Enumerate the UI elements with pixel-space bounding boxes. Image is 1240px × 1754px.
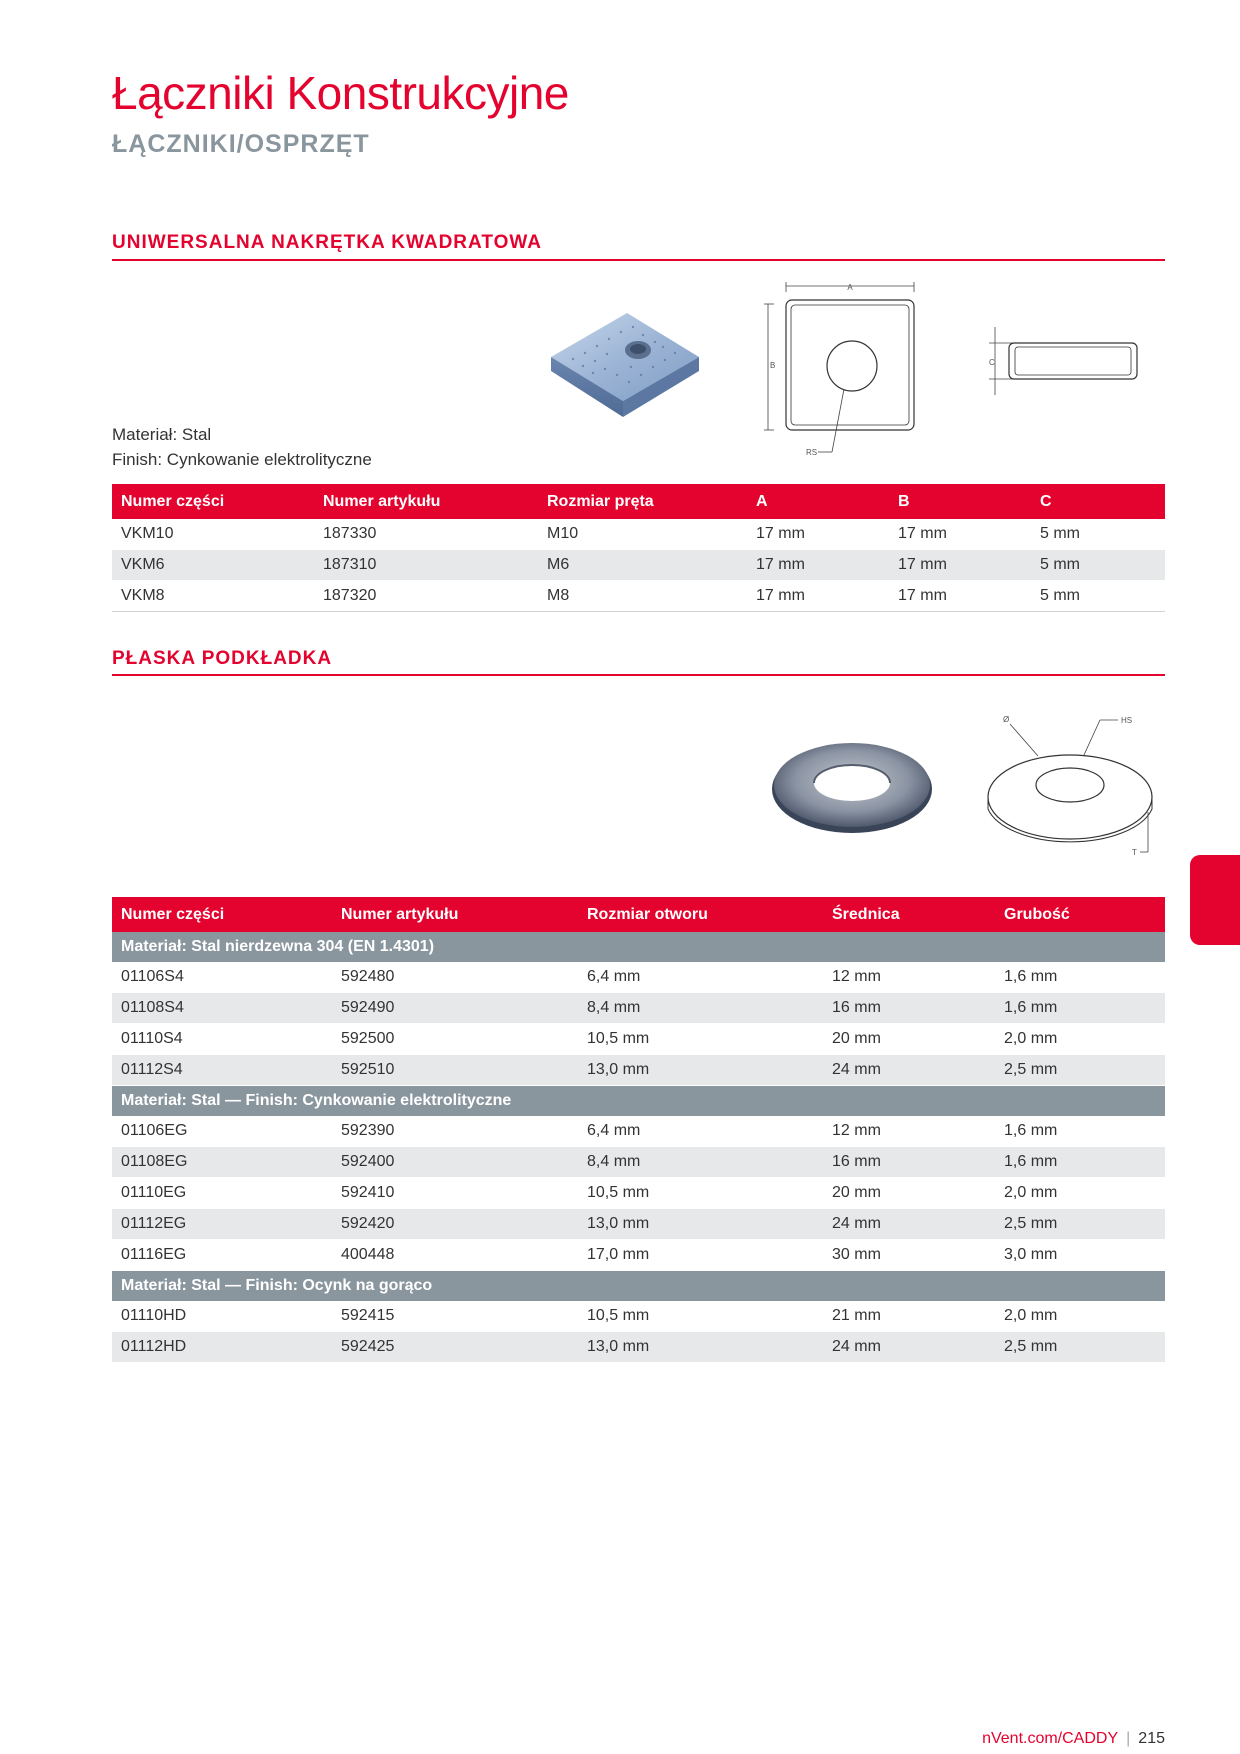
table-row (112, 581, 1165, 612)
column-header: Rozmiar otworu (578, 897, 823, 932)
column-header: Numer artykułu (332, 897, 578, 932)
dim-label-diameter: Ø (1003, 715, 1010, 724)
table-cell: 17,0 mm (578, 1240, 823, 1271)
table-cell: 01108S4 (112, 993, 332, 1024)
table-cell: 592490 (332, 993, 578, 1024)
table-cell: 6,4 mm (578, 962, 823, 993)
page-subtitle: ŁĄCZNIKI/OSPRZĘT (112, 130, 370, 158)
table-row (112, 1116, 1165, 1147)
table-cell: 592480 (332, 962, 578, 993)
table-cell: 187310 (314, 550, 538, 581)
group-label: Materiał: Stal — Finish: Ocynk na gorąco (112, 1271, 1165, 1302)
table-cell: 10,5 mm (578, 1024, 823, 1055)
group-label: Materiał: Stal nierdzewna 304 (EN 1.4301) (112, 932, 1165, 962)
table-cell: 2,5 mm (995, 1209, 1165, 1240)
table-cell: 01112HD (112, 1332, 332, 1363)
table-row (112, 962, 1165, 993)
table-row (112, 1147, 1165, 1178)
table-cell: 17 mm (889, 519, 1031, 550)
material-label: Materiał: Stal (112, 425, 212, 444)
table-cell: 30 mm (823, 1240, 995, 1271)
table-cell: 12 mm (823, 1116, 995, 1147)
table-cell: M10 (538, 519, 747, 550)
column-header: Numer części (112, 484, 314, 519)
section-title-square-nut: UNIWERSALNA NAKRĘTKA KWADRATOWA (112, 232, 542, 253)
table-cell: 8,4 mm (578, 1147, 823, 1178)
footer-separator: | (1126, 1730, 1131, 1747)
table-cell: 01112S4 (112, 1055, 332, 1086)
table-cell: 16 mm (823, 1147, 995, 1178)
footer-brand-link[interactable]: nVent.com/CADDY (982, 1730, 1119, 1747)
column-header: Średnica (823, 897, 995, 932)
table-cell: 592420 (332, 1209, 578, 1240)
square-nut-table (112, 484, 1165, 612)
table-cell: 1,6 mm (995, 1116, 1165, 1147)
dim-label-a: A (847, 283, 853, 292)
dim-label-rs: RS (806, 448, 818, 457)
table-cell: M6 (538, 550, 747, 581)
table-cell: VKM10 (112, 519, 314, 550)
square-nut-side-drawing (985, 325, 1145, 405)
table-cell: 01116EG (112, 1240, 332, 1271)
table-cell: VKM6 (112, 550, 314, 581)
column-header: Numer części (112, 897, 332, 932)
table-cell: 13,0 mm (578, 1332, 823, 1363)
table-cell: 8,4 mm (578, 993, 823, 1024)
column-header: B (889, 484, 1031, 519)
table-cell: 01108EG (112, 1147, 332, 1178)
table-row (112, 1055, 1165, 1086)
table-cell: 01112EG (112, 1209, 332, 1240)
table-cell: 5 mm (1031, 581, 1165, 612)
column-header: Grubość (995, 897, 1165, 932)
dim-label-t: T (1132, 848, 1137, 857)
table-cell: 1,6 mm (995, 993, 1165, 1024)
table-row (112, 1024, 1165, 1055)
table-cell: 20 mm (823, 1178, 995, 1209)
table-cell: 187320 (314, 581, 538, 612)
table-cell: 17 mm (747, 550, 889, 581)
table-group-row (112, 1271, 1165, 1302)
table-header-row (112, 484, 1165, 519)
table-cell: 17 mm (889, 581, 1031, 612)
group-label: Materiał: Stal — Finish: Cynkowanie elektrolityczne (112, 1086, 1165, 1117)
column-header: Rozmiar pręta (538, 484, 747, 519)
table-group-row (112, 932, 1165, 962)
table-cell: 2,0 mm (995, 1301, 1165, 1332)
table-cell: 592410 (332, 1178, 578, 1209)
table-cell: 13,0 mm (578, 1209, 823, 1240)
table-cell: 592425 (332, 1332, 578, 1363)
table-cell: 01106S4 (112, 962, 332, 993)
table-cell: 592390 (332, 1116, 578, 1147)
table-cell: 400448 (332, 1240, 578, 1271)
flat-washer-photo (768, 735, 938, 835)
table-cell: 17 mm (889, 550, 1031, 581)
table-cell: 2,0 mm (995, 1024, 1165, 1055)
table-cell: 592500 (332, 1024, 578, 1055)
column-header: Numer artykułu (314, 484, 538, 519)
table-row (112, 1301, 1165, 1332)
table-row (112, 993, 1165, 1024)
table-cell: 17 mm (747, 581, 889, 612)
table-row (112, 1178, 1165, 1209)
table-cell: 592400 (332, 1147, 578, 1178)
table-row (112, 1209, 1165, 1240)
table-cell: 17 mm (747, 519, 889, 550)
table-cell: 6,4 mm (578, 1116, 823, 1147)
column-header: A (747, 484, 889, 519)
table-cell: 2,0 mm (995, 1178, 1165, 1209)
table-cell: M8 (538, 581, 747, 612)
table-cell: 01110HD (112, 1301, 332, 1332)
table-group-row (112, 1086, 1165, 1117)
table-cell: 24 mm (823, 1209, 995, 1240)
dim-label-hs: HS (1121, 716, 1133, 725)
square-nut-front-drawing (760, 280, 930, 460)
table-cell: 592415 (332, 1301, 578, 1332)
table-cell: 01110S4 (112, 1024, 332, 1055)
table-cell: 187330 (314, 519, 538, 550)
flat-washer-table (112, 897, 1165, 1363)
footer (982, 1730, 1165, 1748)
flat-washer-drawing (980, 712, 1160, 862)
table-cell: 24 mm (823, 1055, 995, 1086)
table-cell: 5 mm (1031, 550, 1165, 581)
table-row (112, 519, 1165, 550)
table-cell: 20 mm (823, 1024, 995, 1055)
table-cell: 01106EG (112, 1116, 332, 1147)
section-title-flat-washer: PŁASKA PODKŁADKA (112, 648, 333, 669)
chapter-tab (1190, 855, 1240, 945)
table-cell: 592510 (332, 1055, 578, 1086)
table-cell: 24 mm (823, 1332, 995, 1363)
page-title: Łączniki Konstrukcyjne (112, 67, 569, 119)
table-cell: 10,5 mm (578, 1301, 823, 1332)
table-cell: 1,6 mm (995, 962, 1165, 993)
finish-label: Finish: Cynkowanie elektrolityczne (112, 450, 372, 469)
table-header-row (112, 897, 1165, 932)
section-rule (112, 259, 1165, 261)
square-nut-photo (545, 305, 705, 425)
table-cell: 10,5 mm (578, 1178, 823, 1209)
table-cell: 13,0 mm (578, 1055, 823, 1086)
table-cell: VKM8 (112, 581, 314, 612)
table-row (112, 550, 1165, 581)
page-number: 215 (1138, 1730, 1165, 1747)
table-cell: 3,0 mm (995, 1240, 1165, 1271)
table-cell: 2,5 mm (995, 1055, 1165, 1086)
table-cell: 2,5 mm (995, 1332, 1165, 1363)
table-row (112, 1240, 1165, 1271)
table-cell: 12 mm (823, 962, 995, 993)
dim-label-b: B (770, 361, 776, 370)
table-cell: 16 mm (823, 993, 995, 1024)
table-row (112, 1332, 1165, 1363)
dim-label-c: C (989, 358, 995, 367)
table-cell: 5 mm (1031, 519, 1165, 550)
section-rule (112, 674, 1165, 676)
table-cell: 21 mm (823, 1301, 995, 1332)
table-cell: 1,6 mm (995, 1147, 1165, 1178)
column-header: C (1031, 484, 1165, 519)
table-cell: 01110EG (112, 1178, 332, 1209)
